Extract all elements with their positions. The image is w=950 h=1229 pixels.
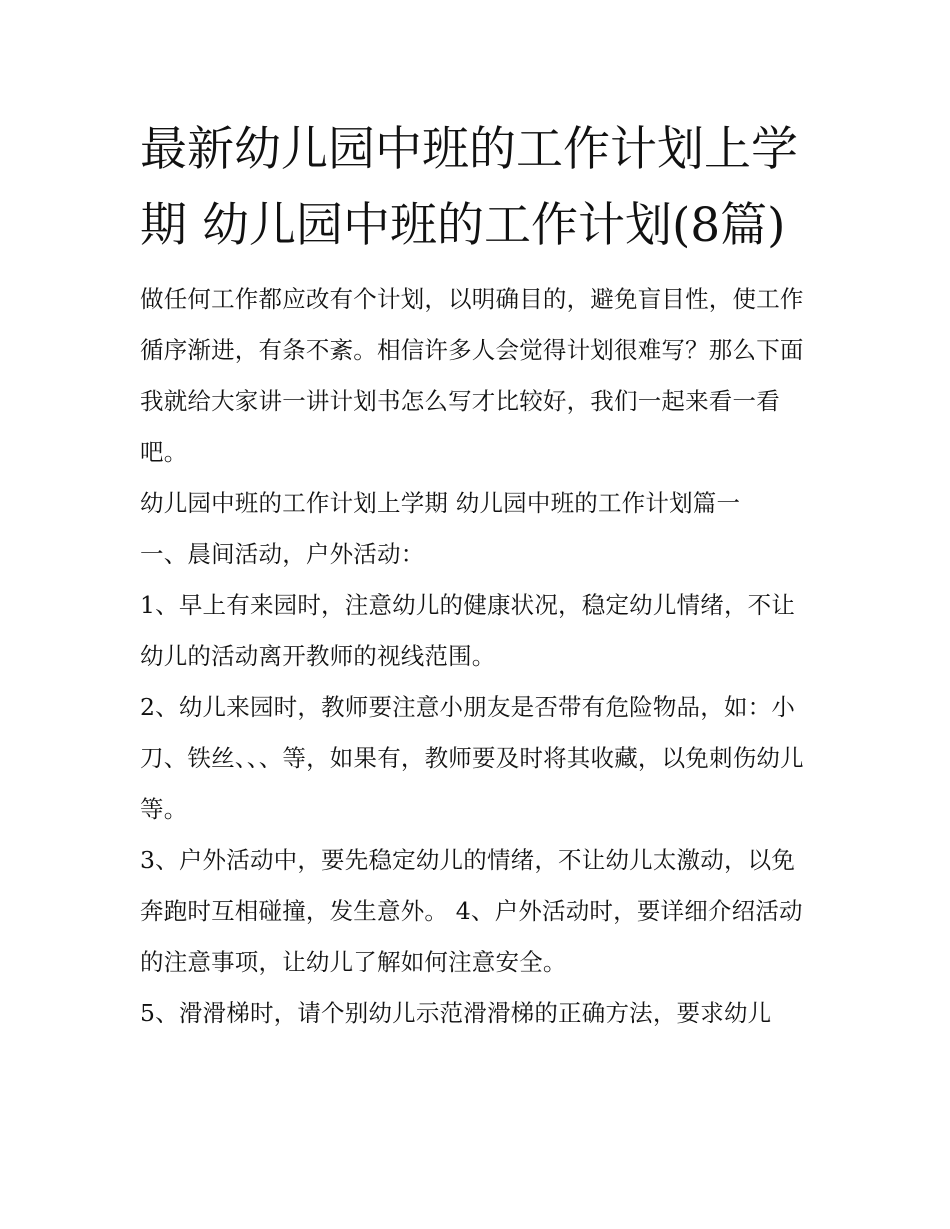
subsection-heading: 一、晨间活动，户外活动： xyxy=(140,540,425,568)
list-item: 2、幼儿来园时，教师要注意小朋友是否带有危险物品，如：小刀、铁丝、、、等，如果有，教师要及时将其收藏，以免刺伤幼儿等。 xyxy=(140,693,804,823)
list-item: 1、早上有来园时，注意幼儿的健康状况，稳定幼儿情绪，不让幼儿的活动离开教师的视线范围。 xyxy=(140,591,796,670)
section-heading: 幼儿园中班的工作计划上学期 幼儿园中班的工作计划篇一 xyxy=(140,489,741,517)
document-title: 最新幼儿园中班的工作计划上学期 幼儿园中班的工作计划(8篇) xyxy=(140,122,798,253)
list-item: 3、户外活动中，要先稳定幼儿的情绪，不让幼儿太激动，以免奔跑时互相碰撞，发生意外。 4、户外活动时，要详细介绍活动的注意事项，让幼儿了解如何注意安全。 xyxy=(140,846,803,976)
intro-paragraph: 做任何工作都应改有个计划，以明确目的，避免盲目性，使工作循序渐进，有条不紊。相信许多人会觉得计划很难写？那么下面我就给大家讲一讲计划书怎么写才比较好，我们一起来看一看吧。 xyxy=(140,285,804,466)
document-body xyxy=(140,112,812,1039)
list-item: 5、滑滑梯时，请个别幼儿示范滑滑梯的正确方法，要求幼儿 xyxy=(140,999,772,1027)
